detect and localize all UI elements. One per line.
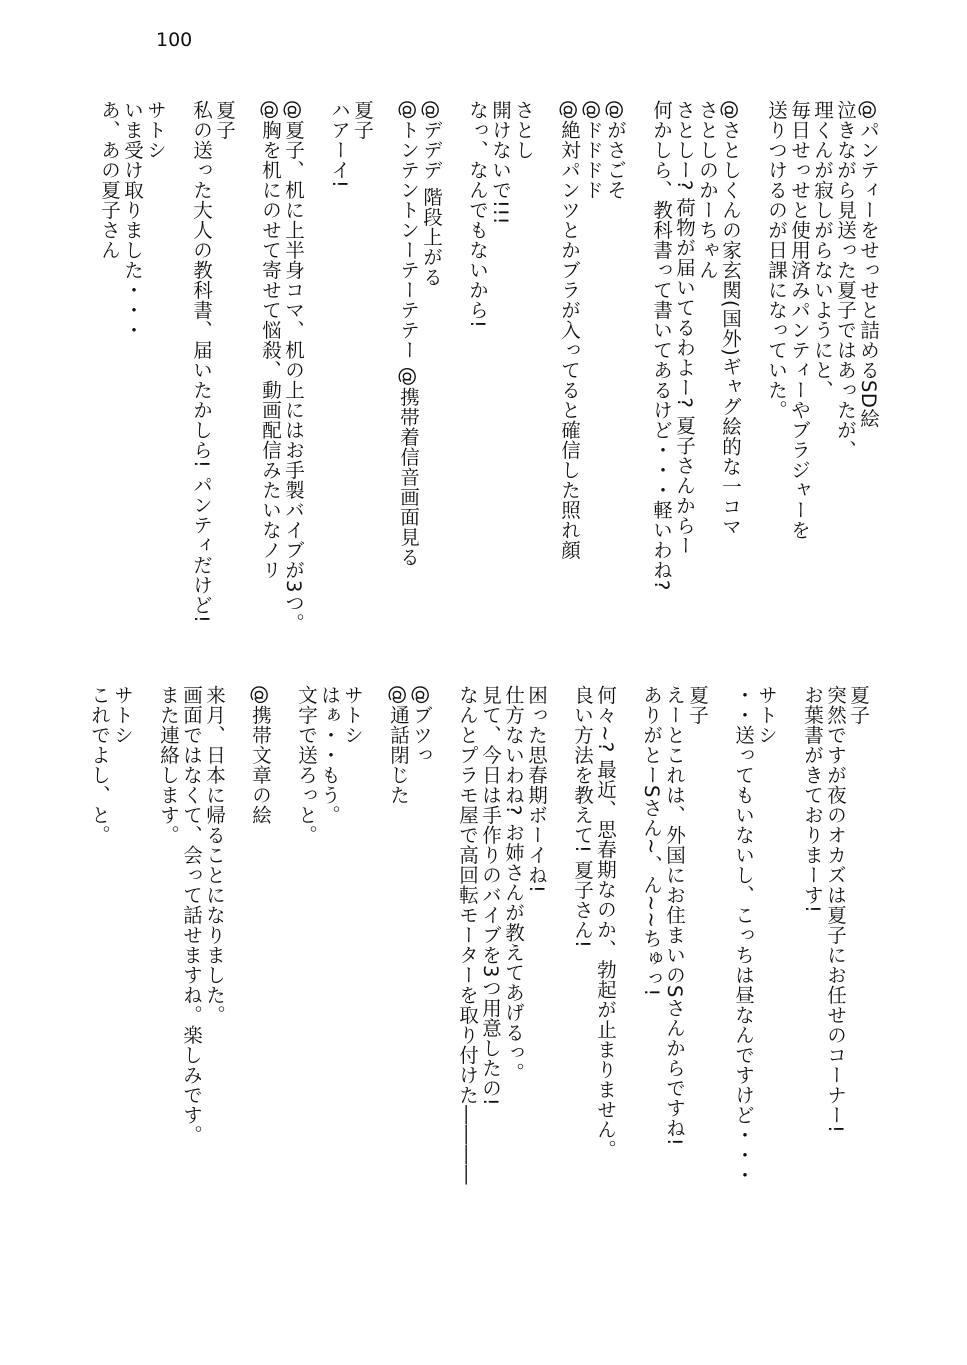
blank-line (167, 100, 190, 620)
script-line: さとしのかーちゃん (696, 100, 719, 280)
script-line: 夏子 (351, 100, 374, 140)
script-line: 送りつけるのが日課になっていた。 (765, 100, 788, 420)
script-line: 泣きながら見送った夏子ではあったが、 (834, 100, 857, 460)
script-line: 来月、日本に帰ることになりました。 (203, 685, 226, 1025)
script-line: 理くんが寂しがらないようにと、 (811, 100, 834, 400)
script-line: 文字で送ろっと。 (295, 685, 318, 845)
script-line: @パンティーをせっせと詰めるSD絵 (857, 100, 880, 429)
blank-line (535, 100, 558, 620)
script-line: ハアーイ! (328, 100, 351, 189)
script-line: サトシ (111, 685, 134, 745)
blank-line (443, 100, 466, 620)
script-line: 夏子 (686, 685, 709, 725)
script-line: これでよし、と。 (88, 685, 111, 845)
blank-line (433, 685, 456, 1205)
blank-line (305, 100, 328, 620)
script-line: @ブツっ (410, 685, 433, 765)
script-line: @夏子、机に上半身コマ、机の上にはお手製バイブが3つ。 (282, 100, 305, 633)
script-block-bottom (88, 685, 870, 1205)
script-line: サトシ (341, 685, 364, 745)
blank-line (709, 685, 732, 1205)
script-line: 困った思春期ボーイね! (525, 685, 548, 894)
script-line: さとしー? 荷物が届いてるわよー? 夏子さんからー (673, 100, 696, 556)
script-line: 毎日せっせと使用済みパンティーやブラジャーを (788, 100, 811, 540)
script-line: @トンテントンーテーテテー @携帯着信音画面見る (397, 100, 420, 567)
blank-line (778, 685, 801, 1205)
blank-line (742, 100, 765, 620)
blank-line (548, 685, 571, 1205)
script-line: なっ、なんでもないから! (466, 100, 489, 329)
script-line: @携帯文章の絵 (249, 685, 272, 825)
script-line: えーとこれは、外国にお住まいのSさんからですね! (663, 685, 686, 1147)
blank-line (617, 685, 640, 1205)
script-line: 見て、今日は手作りのバイブを3つ用意したの! (479, 685, 502, 1107)
blank-line (226, 685, 249, 1205)
blank-line (364, 685, 387, 1205)
blank-line (134, 685, 157, 1205)
script-line: @がさごそ (604, 100, 627, 200)
script-line: なんとプラモ屋で高回転モーターを取り付けた―――― (456, 685, 479, 1185)
script-line: @さとしくんの家玄関(国外)ギャグ絵的な一コマ (719, 100, 742, 537)
script-line: いま受け取りました・・・ (121, 100, 144, 340)
blank-line (627, 100, 650, 620)
script-line: 何々~? 最近、思春期なのか、勃起が止まりません。 (594, 685, 617, 1160)
script-line: お葉書がきておりまーす! (801, 685, 824, 914)
script-line: サトシ (144, 100, 167, 160)
script-block-top (90, 100, 880, 633)
blank-line (236, 100, 259, 620)
script-line: ありがとーSさん~、ん~~ちゅっ! (640, 685, 663, 997)
script-line: 夏子 (847, 685, 870, 725)
script-line: 良い方法を教えて! 夏子さん! (571, 685, 594, 949)
script-line: 突然ですが夜のオカズは夏子にお任せのコーナー! (824, 685, 847, 1134)
script-line: 開けないで!!! (489, 100, 512, 225)
script-line: @絶対パンツとかブラが入ってると確信した照れ顔 (558, 100, 581, 560)
script-line: @通話閉じた (387, 685, 410, 805)
blank-line (272, 685, 295, 1205)
script-line: 仕方ないわね? お姉さんが教えてあげるっ。 (502, 685, 525, 1083)
page-number: 100 (156, 29, 193, 51)
script-line: サトシ (755, 685, 778, 745)
script-line: 私の送った大人の教科書、届いたかしら! パンティだけど! (190, 100, 213, 624)
script-line: ・・送ってもいないし、こっちは昼なんですけど・・・ (732, 685, 755, 1185)
script-line: 何かしら、教科書って書いてあるけど・・・軽いわね? (650, 100, 673, 591)
script-line: はぁ・・もう。 (318, 685, 341, 825)
script-line: @デデデ 階段上がる (420, 100, 443, 287)
script-line: また連絡します。 (157, 685, 180, 845)
script-line: 画面ではなくて、会って話せますね。楽しみです。 (180, 685, 203, 1145)
script-line: 夏子 (213, 100, 236, 140)
script-line: @ドドドド (581, 100, 604, 200)
script-line: @胸を机にのせて寄せて悩殺、動画配信みたいなノリ (259, 100, 282, 580)
blank-line (374, 100, 397, 620)
script-line: あ、あの夏子さん (98, 100, 121, 260)
script-line: さとし (512, 100, 535, 160)
